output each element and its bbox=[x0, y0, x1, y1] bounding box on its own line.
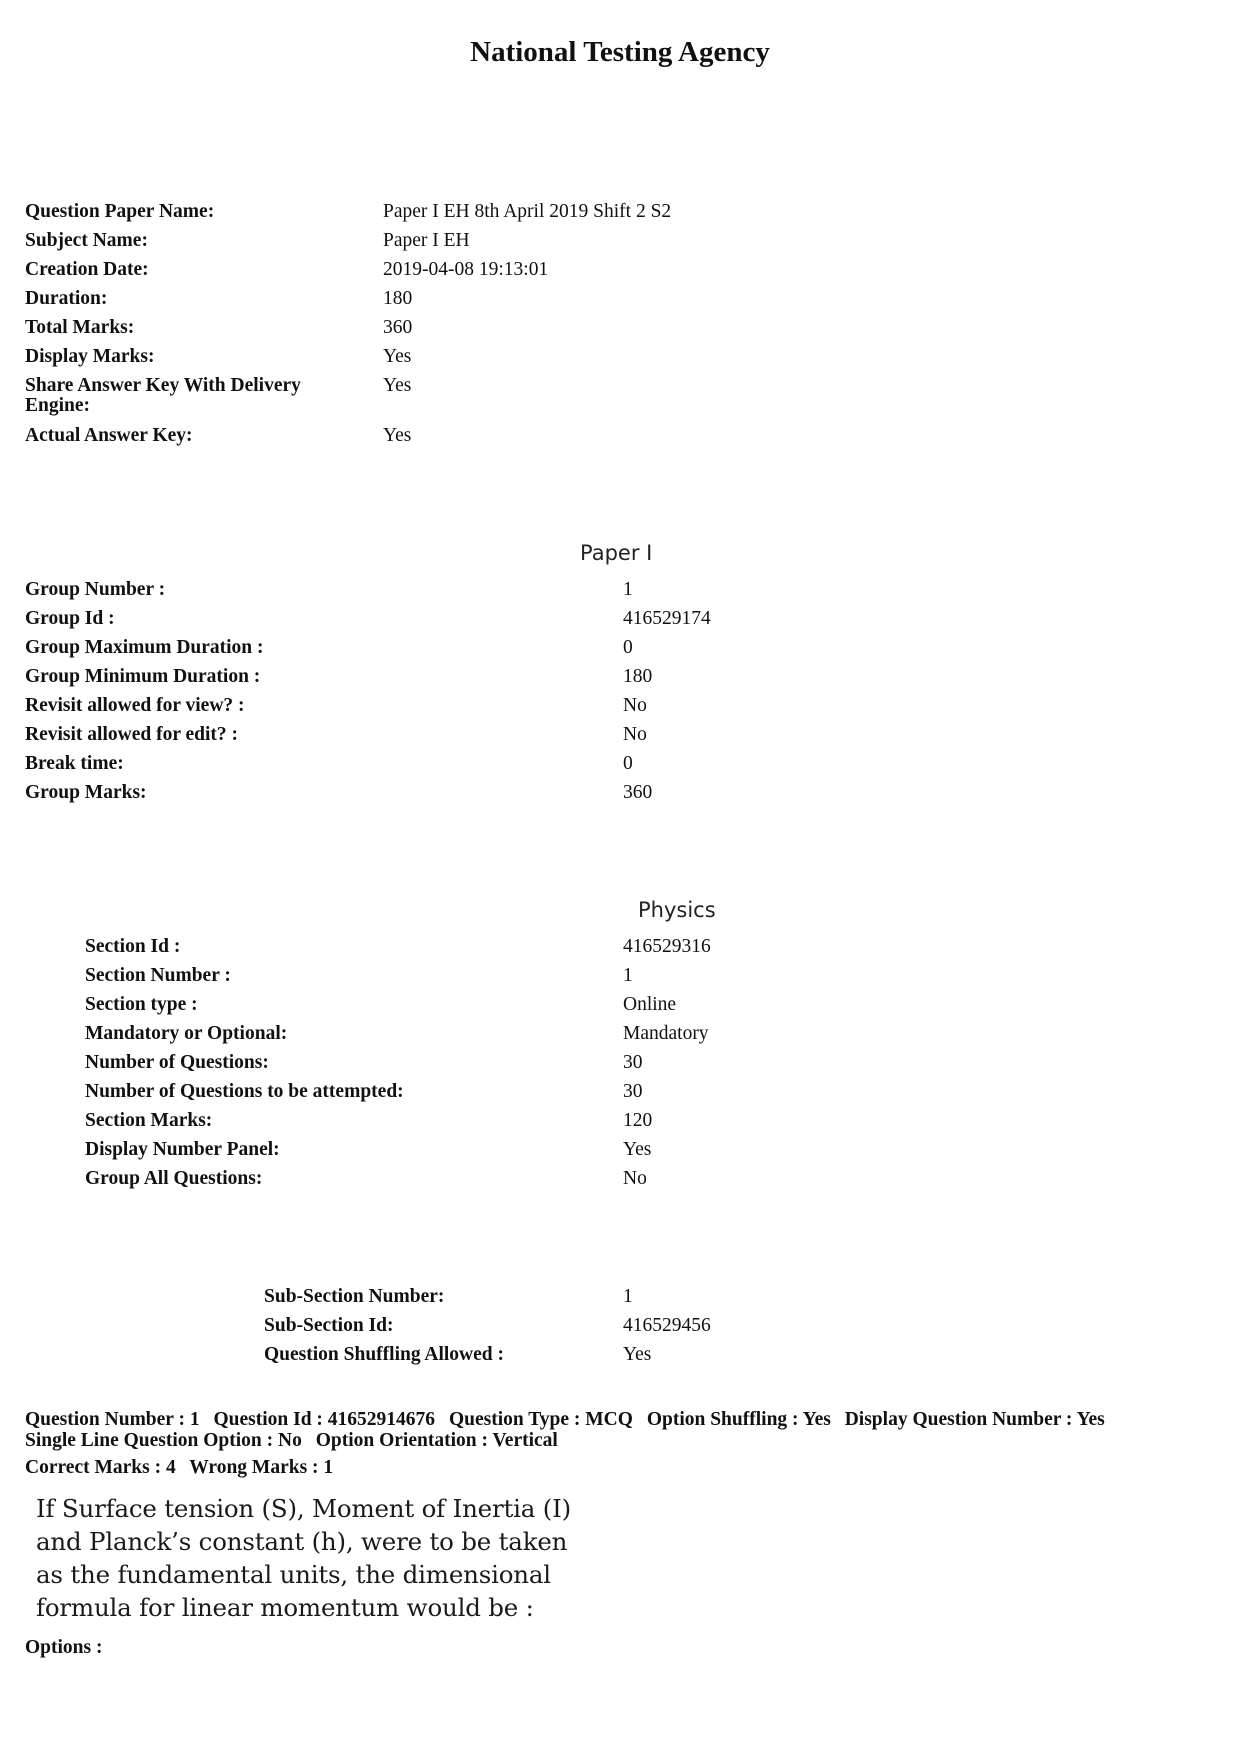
field-value: 30 bbox=[623, 1081, 643, 1102]
field-label: Revisit allowed for view? : bbox=[25, 695, 245, 716]
field-label: Question Shuffling Allowed : bbox=[264, 1344, 505, 1365]
question-number: Question Number : 1 bbox=[25, 1409, 200, 1430]
field-value: 416529456 bbox=[623, 1315, 711, 1336]
correct-marks: Correct Marks : 4 bbox=[25, 1457, 176, 1478]
field-label: Revisit allowed for edit? : bbox=[25, 724, 239, 745]
field-value: 2019-04-08 19:13:01 bbox=[383, 259, 549, 280]
option-shuffling: Option Shuffling : Yes bbox=[646, 1409, 831, 1430]
question-text bbox=[36, 1492, 571, 1624]
question-meta-line bbox=[25, 1431, 567, 1451]
field-label: Subject Name: bbox=[25, 230, 148, 251]
field-value: 416529174 bbox=[623, 608, 711, 629]
field-value: 1 bbox=[623, 1286, 633, 1307]
field-value: Paper I EH 8th April 2019 Shift 2 S2 bbox=[383, 201, 672, 222]
page-title: National Testing Agency bbox=[470, 36, 770, 68]
field-value: 360 bbox=[383, 317, 413, 338]
field-label: Group Number : bbox=[25, 579, 166, 600]
field-label: Group Minimum Duration : bbox=[25, 666, 261, 687]
field-value: No bbox=[623, 1168, 647, 1189]
field-label: Group Id : bbox=[25, 608, 115, 629]
field-label: Section type : bbox=[85, 994, 198, 1015]
field-value: 180 bbox=[383, 288, 413, 309]
field-value: 1 bbox=[623, 579, 633, 600]
field-label: Total Marks: bbox=[25, 317, 135, 338]
field-value: Yes bbox=[623, 1139, 652, 1160]
field-value: 0 bbox=[623, 637, 633, 658]
section-heading: Physics bbox=[638, 898, 716, 922]
question-text-line: formula for linear momentum would be : bbox=[36, 1593, 534, 1622]
field-label: Group Maximum Duration : bbox=[25, 637, 264, 658]
field-label: Actual Answer Key: bbox=[25, 425, 193, 446]
field-label: Section Id : bbox=[85, 936, 181, 957]
field-label: Display Marks: bbox=[25, 346, 155, 367]
field-label: Mandatory or Optional: bbox=[85, 1023, 288, 1044]
option-orientation: Option Orientation : Vertical bbox=[315, 1430, 558, 1451]
question-meta-line bbox=[25, 1410, 1114, 1430]
field-value: No bbox=[623, 695, 647, 716]
question-text-line: If Surface tension (S), Moment of Inertia (I) bbox=[36, 1494, 571, 1523]
question-id: Question Id : 41652914676 bbox=[213, 1409, 436, 1430]
question-marks-line bbox=[25, 1458, 342, 1478]
field-value: Online bbox=[623, 994, 677, 1015]
field-value: Paper I EH bbox=[383, 230, 470, 251]
field-label: Number of Questions to be attempted: bbox=[85, 1081, 404, 1102]
field-label: Sub-Section Number: bbox=[264, 1286, 445, 1307]
field-value: 180 bbox=[623, 666, 653, 687]
display-question-number: Display Question Number : Yes bbox=[844, 1409, 1105, 1430]
field-value: Yes bbox=[623, 1344, 652, 1365]
field-value: 120 bbox=[623, 1110, 653, 1131]
field-value: No bbox=[623, 724, 647, 745]
field-label: Creation Date: bbox=[25, 259, 149, 280]
field-label: Share Answer Key With Delivery Engine: bbox=[25, 375, 301, 416]
field-value: Yes bbox=[383, 375, 412, 396]
question-text-line: as the fundamental units, the dimensional bbox=[36, 1560, 551, 1589]
field-label: Section Marks: bbox=[85, 1110, 213, 1131]
field-label: Group Marks: bbox=[25, 782, 147, 803]
field-label: Duration: bbox=[25, 288, 108, 309]
field-value: Yes bbox=[383, 425, 412, 446]
question-text-line: and Planck’s constant (h), were to be taken bbox=[36, 1527, 568, 1556]
field-value: 360 bbox=[623, 782, 653, 803]
field-label: Display Number Panel: bbox=[85, 1139, 280, 1160]
single-line-option: Single Line Question Option : No bbox=[25, 1430, 302, 1451]
field-label: Section Number : bbox=[85, 965, 231, 986]
field-value: Yes bbox=[383, 346, 412, 367]
field-value: 416529316 bbox=[623, 936, 711, 957]
field-value: Mandatory bbox=[623, 1023, 709, 1044]
field-label: Group All Questions: bbox=[85, 1168, 263, 1189]
group-heading: Paper I bbox=[580, 541, 653, 565]
options-label: Options : bbox=[25, 1637, 103, 1658]
field-label: Number of Questions: bbox=[85, 1052, 269, 1073]
field-label: Break time: bbox=[25, 753, 124, 774]
field-value: 1 bbox=[623, 965, 633, 986]
question-type: Question Type : MCQ bbox=[448, 1409, 633, 1430]
field-label: Question Paper Name: bbox=[25, 201, 215, 222]
field-value: 0 bbox=[623, 753, 633, 774]
wrong-marks: Wrong Marks : 1 bbox=[189, 1457, 334, 1478]
field-value: 30 bbox=[623, 1052, 643, 1073]
field-label: Sub-Section Id: bbox=[264, 1315, 394, 1336]
